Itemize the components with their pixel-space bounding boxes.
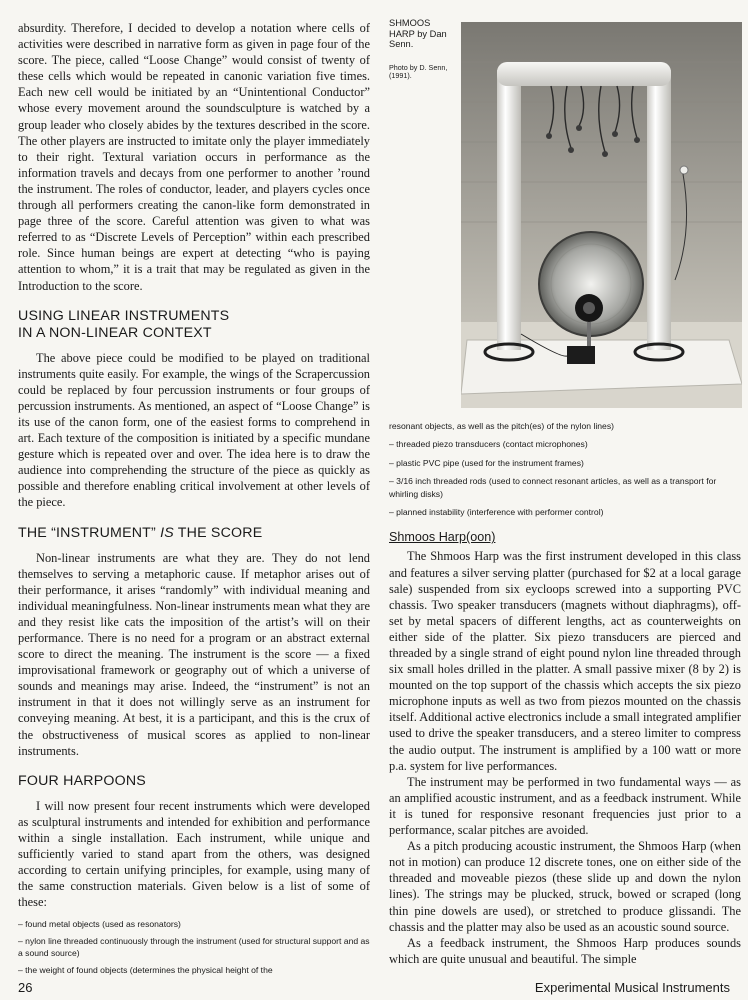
- list-item: – threaded piezo transducers (contact microphones): [389, 439, 588, 450]
- heading-instrument-score: [18, 525, 370, 542]
- heading-score-italic: IS: [160, 524, 174, 541]
- harpoons-paragraph: I will now present four recent instruments which were developed as sculptural instruments and intended for exhibition and performance within a single installation. Each instrument, while unique and sufficiently varied to stand apart from the others, was designed according to certain unifying principles, for example, using many of the same construction materials. Given below is a list of some of these:: [18, 798, 370, 910]
- right-column: [389, 420, 741, 967]
- list-item: – found metal objects (used as resonators): [18, 919, 181, 930]
- list-item: – plastic PVC pipe (used for the instrument frames): [389, 457, 584, 468]
- heading-four-harpoons: FOUR HARPOONS: [18, 772, 146, 789]
- left-pipe: [497, 70, 521, 350]
- shmoos-paragraph-4: As a feedback instrument, the Shmoos Harp produces sounds which are quite unusual and beautiful. The simple: [389, 935, 741, 966]
- page-number: 26: [18, 980, 33, 995]
- list-item: – the weight of found objects (determines the physical height of the: [18, 964, 273, 975]
- list-item: – nylon line threaded continuously through the instrument (used for structural support and as a sound source): [18, 935, 370, 959]
- shmoos-paragraph-1: The Shmoos Harp was the first instrument developed in this class and features a silver serving platter (purchased for $2 at a local garage sale) suspended from six eycloops screwed into a supporting PVC chassis. Two speaker transducers (magnets without diaphragms), off-set by metal spacers of different lengths, act as counterweights on either side of the platter. Six piezo transducers are pierced and threaded by a single strand of eight pound nylon line threaded through six small holes drilled in the platter. A small passive mixer (8 by 2) is mounted on the top support of the chassis which accepts the six piezo microphone inputs as well as two from piezos mounted on the chassis itself. Additional active electronics include a small integrated amplifier used to drive the speaker transducers, and a stereo limiter to compress the audio output. The instrument is amplified by a 100 watt or more p.a. system for live performances.: [389, 549, 741, 773]
- top-pipe: [497, 62, 671, 86]
- caption-text: SHMOOS HARP by Dan Senn.: [389, 18, 447, 50]
- heading-linear-instruments: [18, 308, 370, 342]
- heading-linear-line1: USING LINEAR INSTRUMENTS: [18, 307, 230, 324]
- shmoos-harp-photo: [461, 22, 742, 408]
- heading-shmoos-harp: Shmoos Harp(oon): [389, 530, 496, 545]
- left-column: [18, 20, 370, 980]
- publication-name: Experimental Musical Instruments: [534, 980, 730, 995]
- materials-list-right: [389, 420, 741, 518]
- shmoos-harp-illustration: [461, 22, 742, 408]
- list-item: resonant objects, as well as the pitch(es) of the nylon lines): [389, 421, 614, 431]
- heading-score-pre: THE “INSTRUMENT”: [18, 524, 161, 541]
- mixer-box: [567, 346, 595, 364]
- list-item: – 3/16 inch threaded rods (used to connect resonant articles, as well as a transport for whirling disks): [389, 476, 717, 499]
- photo-credit: Photo by D. Senn, (1991).: [389, 62, 448, 81]
- heading-score-post: THE SCORE: [173, 524, 263, 541]
- score-paragraph: Non-linear instruments are what they are. They do not lend themselves to serving a metaphoric cause. If metaphor arises out of their performance, it arises “randomly” with individual meaning and individual meaningfulness. Non-linear instruments mean what they are and they resist like cats the imposition of the artist’s will on their performance. There is no need for a program or an abstract external score to direct the meaning. The instrument is the score — a fixed improvisational framework or geography out of which a universe of sounds and meanings may arise. Indeed, the “instrument” is not an instrument in that it does not willingly serve as an instrument for conveying meaning. At best, it is a participant, and this is the crux of the obstructiveness of musical scores as applied to non-linear instruments.: [18, 550, 370, 758]
- figure: [389, 18, 742, 410]
- right-pipe: [647, 70, 671, 350]
- heading-linear-line2: IN A NON-LINEAR CONTEXT: [18, 324, 212, 341]
- intro-paragraph: absurdity. Therefore, I decided to develop a notation where cells of activities were described in narrative form as given in page four of the score. The piece, called “Loose Change” would consist of twenty of these cells which would be repeated in canonic variation five times. Each new cell would be initiated by an “Unintentional Conductor” whose every movement around the soundsculpture is watched by a group leader who closely abides by the textures described in the score. The other players are instructed to imitate only the player immediately to their right. Textural variation occurs in performance as the information travels and decays from one performer to another ’round the instrument. The roles of conductor, leader, and players cycles once through all performers creating the canon-like form demonstrated in page three of the score. Careful attention was given to what was referred to as “Discrete Levels of Perception” within each prescribed role. Since human beings are expert at detecting “who is paying attention to whom,” it is a trait that may be regulated as given in the Introduction to the score.: [18, 21, 370, 293]
- shmoos-paragraph-3: As a pitch producing acoustic instrument, the Shmoos Harp (when not in motion) can produce 12 discrete tones, one on either side of the threaded and moveable piezos (these slide up and down the nylon lines). The strings may be plucked, struck, bowed or scraped (long thin pine dowels are used), or stretched to produce glissandi. The chassis and the platter may also be used as an acoustic sound source.: [389, 839, 741, 934]
- figure-caption: [389, 18, 457, 81]
- linear-paragraph: The above piece could be modified to be played on traditional instruments quite easily. For example, the wings of the Scrapercussion could be replaced by four percussion instruments or four groups of percussion instruments. As mentioned, an aspect of “Loose Change” is its use of the canon form, one of the easiest forms to comprehend in art. Each texture of the composition is initiated by a specific mundane gesture which is repeated over and over. The idea here is to draw the audience into comprehending the structure of the piece as quickly as possible and therefore enabling critical involvement at other levels of the piece.: [18, 350, 370, 510]
- shmoos-paragraph-2: The instrument may be performed in two fundamental ways — as an amplified acoustic instrument, and as a feedback instrument. While it is tuned for responsive resonant frequencies just prior to a performance, scalar pitches are avoided.: [389, 774, 741, 838]
- list-item: – planned instability (interference with performer control): [389, 507, 604, 518]
- materials-list-left: [18, 918, 370, 976]
